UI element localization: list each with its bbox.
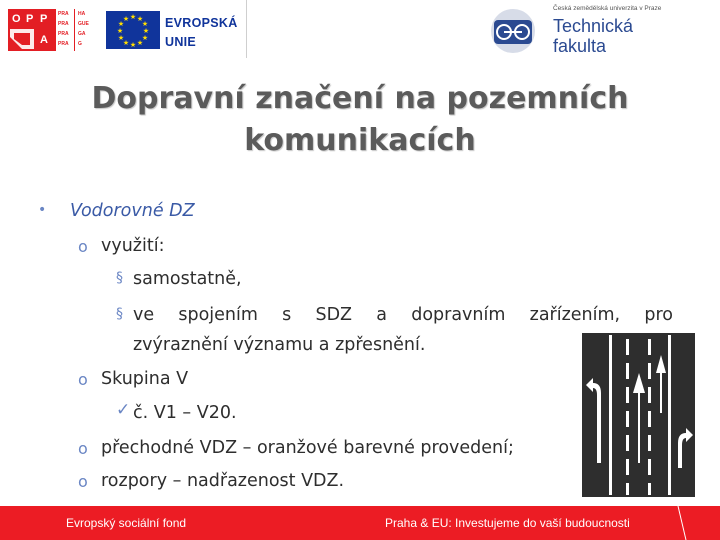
- technical-faculty-logo-icon: [484, 6, 542, 56]
- checkmark-icon: ✓: [116, 400, 131, 420]
- faculty-name: [553, 16, 633, 56]
- oppa-letter-o: O: [12, 13, 21, 25]
- svg-text:★: ★: [117, 20, 125, 28]
- bullet-l2b: o: [78, 370, 88, 389]
- lane-arrows-icon: [582, 333, 695, 497]
- bullet-l2a: o: [78, 237, 88, 256]
- slide-title-line2: komunikacích: [244, 123, 476, 158]
- word: pro: [644, 305, 673, 325]
- footer-left-text: Evropský sociální fond: [66, 516, 187, 530]
- praha-divider: [74, 9, 75, 51]
- word: spojením: [178, 305, 258, 325]
- item-samostatne: samostatně,: [133, 269, 242, 289]
- item-ve-spojenim-line1: [133, 304, 673, 326]
- item-rozpory: rozpory – nadřazenost VDZ.: [101, 471, 345, 491]
- item-v1-v20: č. V1 – V20.: [133, 403, 237, 423]
- praha-word: PRA: [58, 41, 69, 47]
- eu-label: [165, 14, 238, 52]
- word: ve: [133, 305, 155, 325]
- praha-word: HA: [78, 11, 86, 17]
- faculty-name-line1: Technická: [553, 16, 634, 36]
- bullet-l3a: §: [116, 270, 123, 286]
- oppa-logo: [8, 9, 56, 51]
- oppa-shape-icon: [8, 27, 38, 51]
- svg-text:★: ★: [117, 34, 125, 42]
- svg-text:★: ★: [141, 34, 149, 42]
- item-ve-spojenim-line2: zvýraznění významu a zpřesnění.: [133, 335, 426, 355]
- bullet-l2d: o: [78, 472, 88, 491]
- item-vyuziti: využití:: [101, 236, 165, 256]
- svg-text:★: ★: [122, 15, 130, 23]
- praha-word: GA: [78, 31, 86, 37]
- footer-bar: [0, 506, 720, 540]
- svg-text:★: ★: [129, 41, 137, 49]
- eu-label-line2: UNIE: [165, 35, 197, 49]
- svg-text:★: ★: [136, 39, 144, 47]
- word: SDZ: [315, 305, 353, 325]
- eu-label-line1: EVROPSKÁ: [165, 16, 238, 30]
- bullet-l2c: o: [78, 439, 88, 458]
- praha-word: G: [78, 41, 82, 47]
- praha-word: PRA: [58, 31, 69, 37]
- bullet-l1: •: [38, 202, 47, 218]
- bullet-l3b: §: [116, 306, 123, 322]
- oppa-letter-p1: P: [26, 13, 34, 25]
- eu-stars-icon: [106, 11, 160, 49]
- svg-text:★: ★: [116, 27, 124, 35]
- praha-word: PRA: [58, 21, 69, 27]
- road-marking-image: [582, 333, 695, 497]
- word: a: [376, 305, 387, 325]
- svg-text:★: ★: [141, 20, 149, 28]
- praha-logo: [58, 9, 98, 51]
- item-skupina-v: Skupina V: [101, 369, 189, 389]
- item-vodorovne-dz: Vodorovné DZ: [70, 201, 195, 221]
- footer-right-text: Praha & EU: Investujeme do vaší budoucnosti: [385, 516, 630, 530]
- praha-word: PRA: [58, 11, 69, 17]
- word: dopravním: [411, 305, 506, 325]
- word: zařízením,: [529, 305, 621, 325]
- svg-text:★: ★: [136, 15, 144, 23]
- eu-flag-icon: [106, 11, 160, 49]
- faculty-name-line2: fakulta: [553, 36, 607, 56]
- faculty-university-name: Česká zemědělská univerzita v Praze: [553, 5, 662, 12]
- oppa-letter-p2: P: [40, 13, 48, 25]
- item-prechodne-vdz: přechodné VDZ – oranžové barevné provedení;: [101, 438, 514, 458]
- oppa-letter-a: A: [40, 34, 48, 46]
- svg-text:★: ★: [129, 13, 137, 21]
- svg-text:★: ★: [142, 27, 150, 35]
- svg-text:★: ★: [122, 39, 130, 47]
- slide-title: [0, 78, 720, 162]
- slide-title-line1: Dopravní značení na pozemních: [91, 81, 629, 116]
- footer-swoosh-icon: [676, 506, 690, 540]
- word: s: [282, 305, 292, 325]
- praha-word: GUE: [78, 21, 89, 27]
- header-divider: [246, 0, 247, 58]
